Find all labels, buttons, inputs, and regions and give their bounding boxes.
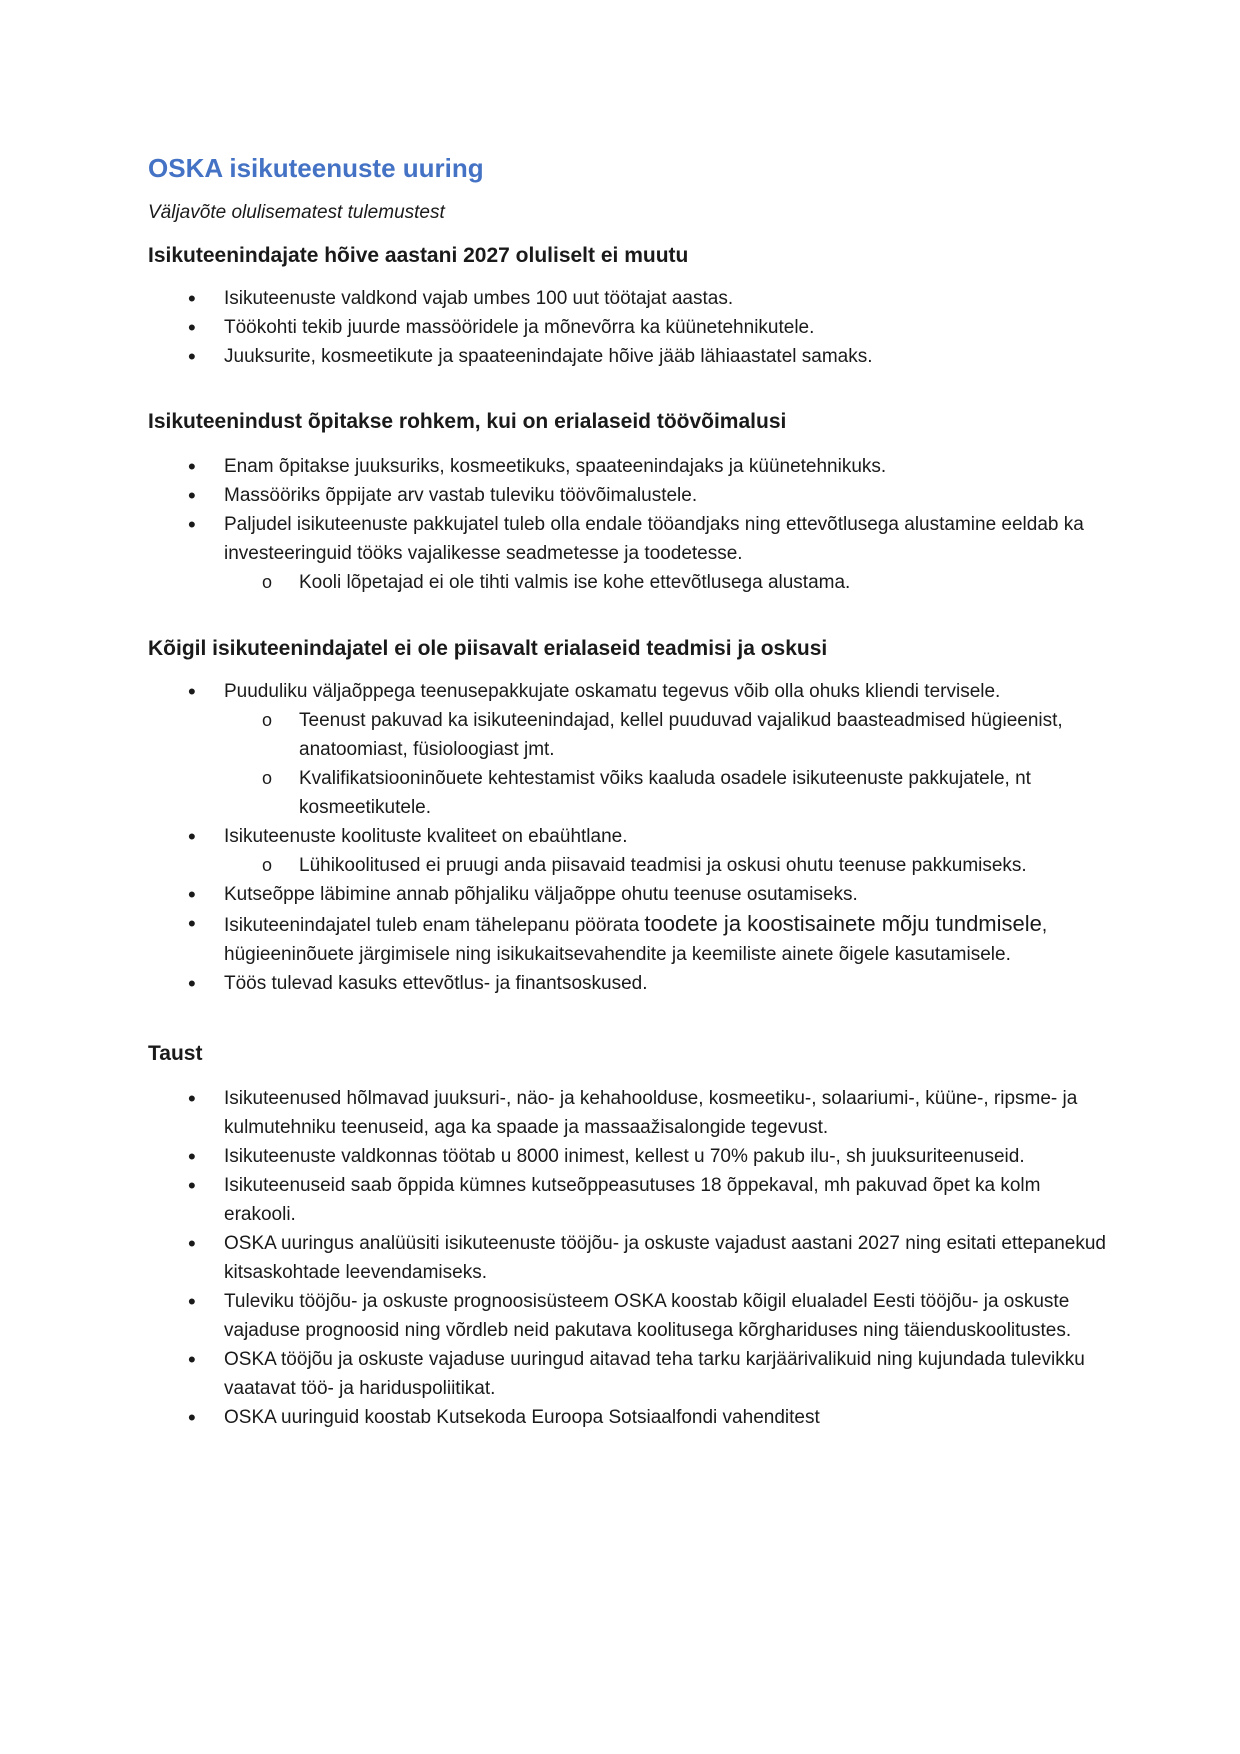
bullet-list [148, 568, 1108, 597]
document-page [148, 150, 1108, 1432]
list-item-text: , hügieeninõuete järgimisele ning isikukaitsevahendite ja keemiliste ainete õigele kasutamisele. [224, 915, 1048, 965]
list-item: • OSKA uuringus analüüsiti isikuteenuste tööjõu- ja oskuste vajadust aastani 2027 ning esitati ettepanekud kitsaskohtade leevendamiseks. [148, 1229, 1108, 1287]
list-item: • Isikuteenuste valdkonnas töötab u 8000 inimest, kellest u 70% pakub ilu-, sh juuksuriteenuseid. [148, 1142, 1108, 1171]
list-item: • Tuleviku tööjõu- ja oskuste prognoosisüsteem OSKA koostab kõigil elualadel Eesti tööjõu- ja oskuste vajaduse prognoosid ning võrdleb neid pakutava koolitusega kõrghariduses ning täienduskoolitustes. [148, 1287, 1108, 1345]
list-item: • OSKA uuringuid koostab Kutsekoda Euroopa Sotsiaalfondi vahenditest [148, 1403, 1108, 1432]
sub-list-item: o Kvalifikatsiooninõuete kehtestamist võiks kaaluda osadele isikuteenuste pakkujatele, nt kosmeetikutele. [224, 764, 1108, 822]
list-item: • OSKA tööjõu ja oskuste vajaduse uuringud aitavad teha tarku karjäärivalikuid ning kujundada tulevikku vaatavat töö- ja hariduspoliitikat. [148, 1345, 1108, 1403]
emphasized-text: toodete ja koostisainete mõju tundmisele [644, 911, 1042, 936]
document-title: OSKA isikuteenuste uuring [148, 153, 484, 183]
list-item-text: Puuduliku väljaõppega teenusepakkujate oskamatu tegevus võib olla ohuks kliendi tervisele. [224, 681, 1001, 702]
list-item: • Isikuteenused hõlmavad juuksuri-, näo- ja kehahoolduse, kosmeetiku-, solaariumi-, küüne-, ripsme- ja kulmutehniku teenuseid, aga ka spaade ja massaažisalongide tegevust. [148, 1084, 1108, 1142]
document-subtitle: Väljavõte olulisematest tulemustest [148, 202, 445, 223]
list-item-text: Isikuteenindajatel tuleb enam tähelepanu pöörata [224, 915, 645, 936]
sub-list-item: o Teenust pakuvad ka isikuteenindajad, kellel puuduvad vajalikud baasteadmised hügieenist, anatoomiast, füsioloogiast jmt. [224, 706, 1108, 764]
section-heading: Isikuteenindust õpitakse rohkem, kui on erialaseid töövõimalusi [148, 410, 787, 433]
section-heading: Kõigil isikuteenindajatel ei ole piisavalt erialaseid teadmisi ja oskusi [148, 637, 828, 660]
list-item: • Kutseõppe läbimine annab põhjaliku väljaõppe ohutu teenuse osutamiseks. [148, 880, 1108, 909]
sub-list-item: o Kooli lõpetajad ei ole tihti valmis ise kohe ettevõtlusega alustama. [224, 568, 1108, 597]
bullet-list [148, 284, 1108, 371]
bullet-list [148, 452, 1108, 568]
list-item: • Juuksurite, kosmeetikute ja spaateenindajate hõive jääb lähiaastatel samaks. [148, 342, 1108, 371]
list-item [148, 822, 1108, 880]
list-item [148, 677, 1108, 822]
bullet-list [148, 677, 1108, 998]
list-item: • Töökohti tekib juurde massööridele ja mõnevõrra ka küünetehnikutele. [148, 313, 1108, 342]
list-item-container [148, 568, 1108, 597]
sub-bullet-list [224, 706, 1108, 822]
list-item-text: Paljudel isikuteenuste pakkujatel tuleb olla endale tööandjaks ning ettevõtlusega alustamine eeldab ka investeeringuid tööks vajalikesse seadmetesse ja toodetesse. [224, 514, 1084, 564]
list-item [148, 909, 1108, 969]
bullet-list [148, 1084, 1108, 1432]
sub-bullet-list [224, 851, 1108, 880]
sub-bullet-list [224, 568, 1108, 597]
list-item-text: Isikuteenuste koolituste kvaliteet on ebaühtlane. [224, 826, 628, 847]
list-item: • Massööriks õppijate arv vastab tuleviku töövõimalustele. [148, 481, 1108, 510]
list-item: • Isikuteenuseid saab õppida kümnes kutseõppeasutuses 18 õppekaval, mh pakuvad õpet ka kolm erakooli. [148, 1171, 1108, 1229]
section-heading: Isikuteenindajate hõive aastani 2027 oluliselt ei muutu [148, 244, 689, 267]
list-item: • Isikuteenuste valdkond vajab umbes 100 uut töötajat aastas. [148, 284, 1108, 313]
list-item: • Enam õpitakse juuksuriks, kosmeetikuks, spaateenindajaks ja küünetehnikuks. [148, 452, 1108, 481]
list-item: • Töös tulevad kasuks ettevõtlus- ja finantsoskused. [148, 969, 1108, 998]
section-heading: Taust [148, 1042, 203, 1065]
sub-list-item: o Lühikoolitused ei pruugi anda piisavaid teadmisi ja oskusi ohutu teenuse pakkumiseks. [224, 851, 1108, 880]
list-item [148, 510, 1108, 568]
